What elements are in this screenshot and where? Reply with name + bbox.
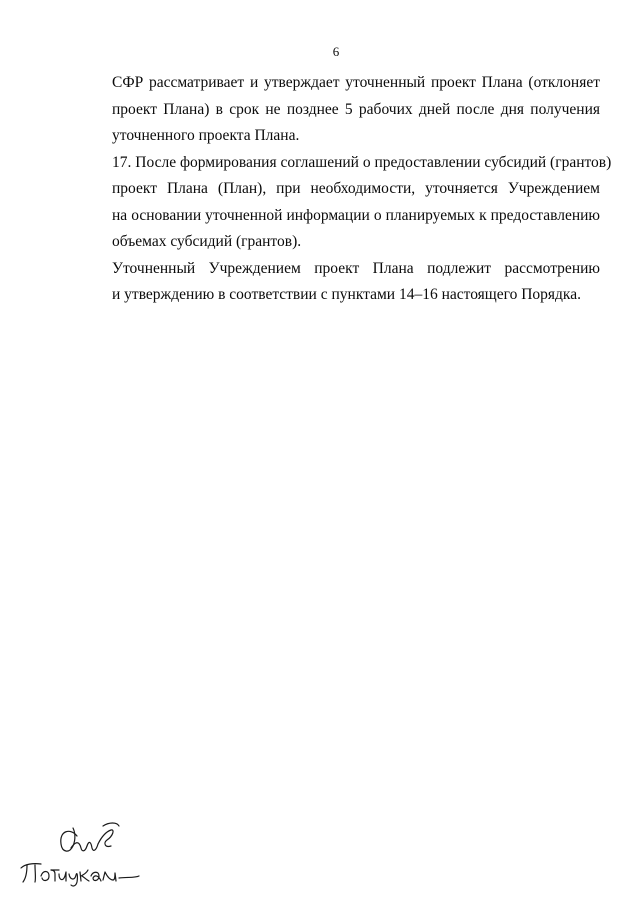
page-number: 6 [332,44,340,59]
document-body [75,70,612,309]
text-line: 17. После формирования соглашений о предоставлении субсидий (грантов) [112,153,612,171]
text-line: проект Плана (План), при необходимости, уточняется Учреждением [112,180,600,197]
text-line: объемах субсидий (грантов). [112,233,302,250]
paragraph-item-17 [75,150,612,256]
paragraph-plan-approval [75,70,600,150]
text-line: уточненного проекта Плана. [112,127,300,144]
text-line: на основании уточненной информации о планируемых к предоставлению [112,206,600,224]
text-line: и утверждению в соответствии с пунктами 14–16 настоящего Порядка. [112,286,581,303]
text-line: проект Плана) в срок не позднее 5 рабочих дней после дня получения [112,100,600,118]
text-line: СФР рассматривает и утверждает уточненный проект Плана (отклоняет [112,74,600,91]
handwritten-signature [15,818,155,888]
signature-icon [15,818,155,888]
text-line: Уточненный Учреждением проект Плана подлежит рассмотрению [112,259,600,277]
paragraph-refined-plan [75,256,600,309]
